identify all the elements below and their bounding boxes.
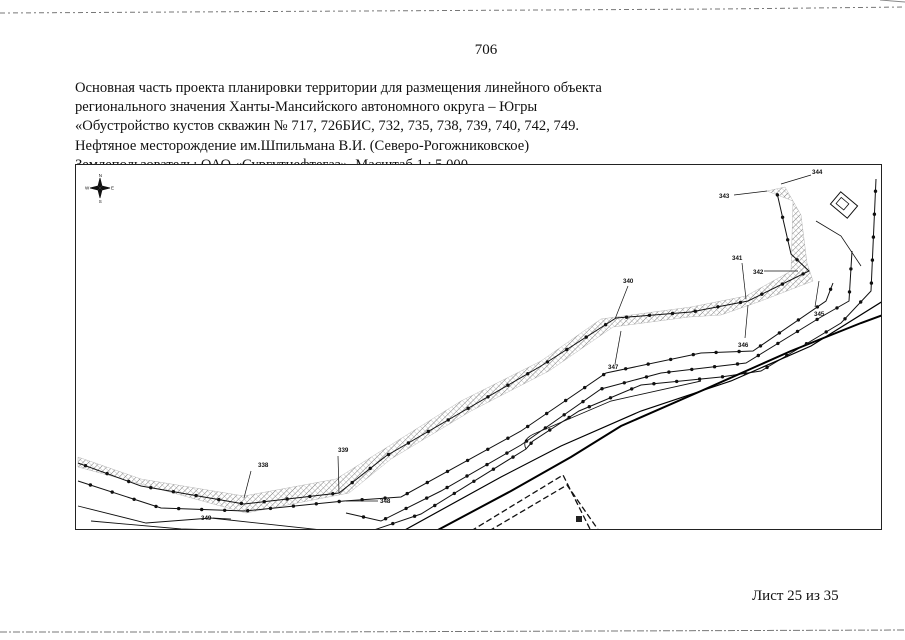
survey-point xyxy=(486,448,489,451)
survey-point xyxy=(602,373,605,376)
survey-point xyxy=(805,342,808,345)
survey-point xyxy=(669,358,672,361)
survey-point xyxy=(609,396,612,399)
survey-point xyxy=(737,350,740,353)
survey-point xyxy=(548,428,551,431)
survey-point xyxy=(698,377,701,380)
access-road xyxy=(816,221,861,266)
survey-point xyxy=(583,386,586,389)
survey-point xyxy=(713,365,716,368)
point-label-343: 343 xyxy=(719,193,730,200)
compass-letter-e: E xyxy=(111,185,115,191)
survey-point xyxy=(544,426,547,429)
survey-point xyxy=(426,481,429,484)
survey-point xyxy=(647,362,650,365)
survey-point xyxy=(796,330,799,333)
survey-point xyxy=(369,467,372,470)
survey-point xyxy=(781,216,784,219)
survey-point xyxy=(308,495,311,498)
survey-point xyxy=(506,384,509,387)
survey-point xyxy=(843,317,846,320)
structure-box xyxy=(830,192,857,218)
survey-point xyxy=(172,490,175,493)
survey-point xyxy=(194,494,197,497)
survey-point xyxy=(466,407,469,410)
survey-point xyxy=(585,335,588,338)
survey-point xyxy=(285,497,288,500)
survey-point xyxy=(545,412,548,415)
survey-point xyxy=(223,509,226,512)
survey-point xyxy=(331,492,334,495)
survey-point xyxy=(744,372,747,375)
header-line-4: Нефтяное месторождение им.Шпильмана В.И. (Северо-Рогожниковское) xyxy=(75,137,530,154)
survey-point xyxy=(871,258,874,261)
survey-point xyxy=(466,459,469,462)
point-label-348: 348 xyxy=(380,498,391,505)
survey-point xyxy=(177,507,180,510)
point-label-339: 339 xyxy=(338,447,349,454)
point-label-344: 344 xyxy=(812,169,823,176)
survey-point xyxy=(485,463,488,466)
north-arrow-icon xyxy=(85,173,114,204)
road-edge xyxy=(436,315,882,530)
planning-map xyxy=(75,164,882,530)
survey-point xyxy=(757,354,760,357)
route-line-a xyxy=(78,283,833,511)
survey-point xyxy=(362,515,365,518)
survey-point xyxy=(246,509,249,512)
document-header xyxy=(75,79,675,175)
point-label-342: 342 xyxy=(753,269,764,276)
survey-point xyxy=(567,416,570,419)
map-drawing xyxy=(76,165,882,530)
survey-point xyxy=(465,474,468,477)
survey-point xyxy=(785,354,788,357)
survey-point xyxy=(829,288,832,291)
survey-point xyxy=(604,323,607,326)
survey-point xyxy=(797,318,800,321)
survey-point xyxy=(736,362,739,365)
survey-point xyxy=(564,399,567,402)
survey-point xyxy=(407,441,410,444)
survey-point xyxy=(675,380,678,383)
survey-point xyxy=(623,381,626,384)
survey-point xyxy=(630,387,633,390)
survey-point xyxy=(525,439,528,442)
survey-point xyxy=(338,500,341,503)
survey-point xyxy=(652,382,655,385)
survey-point xyxy=(433,504,436,507)
survey-point xyxy=(873,213,876,216)
survey-point xyxy=(111,490,114,493)
point-label-347: 347 xyxy=(608,364,619,371)
survey-point xyxy=(154,505,157,508)
label-leaders xyxy=(213,175,819,519)
survey-point xyxy=(200,508,203,511)
survey-point xyxy=(406,492,409,495)
survey-point xyxy=(486,395,489,398)
survey-point xyxy=(645,375,648,378)
sheet-counter: Лист 25 из 35 xyxy=(752,588,839,604)
structure-box-inner xyxy=(836,197,849,210)
survey-point xyxy=(624,367,627,370)
header-line-2: регионального значения Ханты-Мансийского автономного округа – Югры xyxy=(75,99,538,116)
point-label-341: 341 xyxy=(732,255,743,262)
survey-point xyxy=(360,498,363,501)
survey-point xyxy=(781,282,784,285)
route-line-b xyxy=(91,521,261,530)
survey-point xyxy=(835,306,838,309)
survey-point xyxy=(472,480,475,483)
survey-point xyxy=(505,451,508,454)
point-label-340: 340 xyxy=(623,278,634,285)
survey-point xyxy=(492,468,495,471)
survey-point xyxy=(387,453,390,456)
compass-letter-w: W xyxy=(85,185,90,191)
survey-point xyxy=(563,413,566,416)
survey-point xyxy=(625,316,628,319)
survey-point xyxy=(526,425,529,428)
survey-point xyxy=(565,348,568,351)
survey-point xyxy=(89,483,92,486)
dashed-building-outline-inner xyxy=(489,485,599,530)
survey-point xyxy=(816,305,819,308)
survey-point xyxy=(778,331,781,334)
survey-point xyxy=(529,442,532,445)
survey-point xyxy=(269,507,272,510)
survey-point xyxy=(760,293,763,296)
survey-point xyxy=(506,437,509,440)
survey-point xyxy=(217,498,220,501)
survey-point xyxy=(716,305,719,308)
survey-point xyxy=(127,480,130,483)
survey-point xyxy=(351,481,354,484)
survey-point xyxy=(427,430,430,433)
survey-point xyxy=(801,272,804,275)
road-bend xyxy=(525,381,701,449)
road-edge-inner xyxy=(403,301,882,530)
survey-point xyxy=(815,318,818,321)
survey-point xyxy=(391,522,394,525)
hatched-corridor xyxy=(78,187,813,513)
survey-point xyxy=(872,235,875,238)
compass-letter-n: N xyxy=(98,173,102,178)
survey-point xyxy=(667,370,670,373)
survey-point xyxy=(848,290,851,293)
survey-point xyxy=(721,375,724,378)
survey-point xyxy=(739,301,742,304)
survey-point xyxy=(588,405,591,408)
survey-point xyxy=(690,368,693,371)
survey-point xyxy=(581,400,584,403)
survey-point xyxy=(795,258,798,261)
survey-point xyxy=(776,193,779,196)
survey-point xyxy=(859,300,862,303)
point-label-345: 345 xyxy=(814,311,825,318)
survey-point xyxy=(870,281,873,284)
header-line-1: Основная часть проекта планировки территории для размещения линейного объекта xyxy=(75,80,602,96)
survey-point xyxy=(413,515,416,518)
survey-point xyxy=(315,502,318,505)
compass-letter-s: S xyxy=(98,199,102,204)
survey-point xyxy=(447,418,450,421)
point-label-349: 349 xyxy=(201,515,212,522)
survey-point xyxy=(874,190,877,193)
survey-point xyxy=(425,496,428,499)
scan-edge-top xyxy=(0,0,905,14)
survey-point xyxy=(149,486,152,489)
point-label-338: 338 xyxy=(258,462,269,469)
header-line-3: «Обустройство кустов скважин № 717, 726БИС, 732, 735, 738, 739, 740, 742, 749. xyxy=(75,118,580,135)
survey-point xyxy=(786,238,789,241)
small-building xyxy=(576,516,582,522)
survey-point xyxy=(714,351,717,354)
survey-point xyxy=(105,472,108,475)
survey-point xyxy=(292,504,295,507)
survey-point xyxy=(825,330,828,333)
survey-point xyxy=(453,492,456,495)
survey-point xyxy=(526,372,529,375)
corridor-centerline xyxy=(78,193,809,504)
survey-point xyxy=(671,312,674,315)
survey-point xyxy=(384,517,387,520)
survey-point xyxy=(765,366,768,369)
survey-point xyxy=(776,342,779,345)
survey-point xyxy=(692,353,695,356)
survey-point xyxy=(404,507,407,510)
survey-point xyxy=(600,387,603,390)
survey-point xyxy=(445,486,448,489)
survey-point xyxy=(759,344,762,347)
survey-points xyxy=(84,190,877,526)
survey-point xyxy=(240,502,243,505)
survey-point xyxy=(694,310,697,313)
survey-point xyxy=(132,498,135,501)
survey-point xyxy=(446,470,449,473)
survey-point xyxy=(84,464,87,467)
survey-point xyxy=(849,267,852,270)
survey-point xyxy=(546,360,549,363)
scan-edge-bottom xyxy=(0,628,905,640)
survey-point xyxy=(263,500,266,503)
survey-point xyxy=(511,455,514,458)
page-number: 706 xyxy=(474,42,498,58)
point-label-346: 346 xyxy=(738,342,749,349)
survey-point xyxy=(648,314,651,317)
